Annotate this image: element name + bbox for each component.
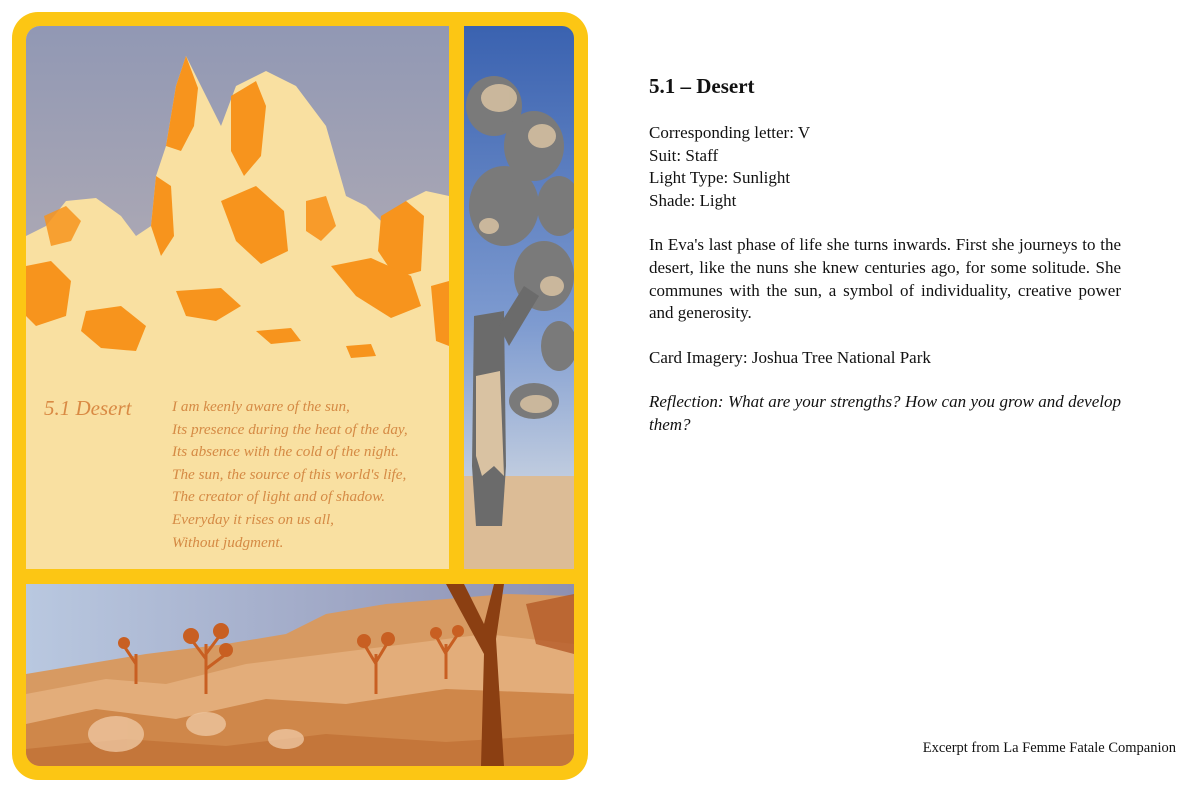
poem: [172, 396, 449, 554]
description-paragraph: In Eva's last phase of life she turns inwards. First she journeys to the desert, like the nuns she knew centuries ago, for some solitude. She communes with the sun, a symbol of individuality, creative power and generosity.: [649, 235, 1121, 323]
card-description: [649, 72, 1121, 437]
attribute-letter: Corresponding letter: V: [649, 123, 811, 142]
poem-line: The sun, the source of this world's life,: [172, 465, 407, 483]
joshua-tree-panel: [464, 26, 574, 569]
desert-landscape-illustration: [26, 584, 574, 766]
attribute-light-type: Light Type: Sunlight: [649, 168, 791, 188]
entry-heading: 5.1 – Desert: [649, 74, 755, 98]
rock-formation-panel: [26, 26, 449, 569]
card-attributes: [649, 122, 1121, 212]
poem-line: I am keenly aware of the sun,: [172, 398, 350, 415]
poem-line: Without judgment.: [172, 533, 284, 551]
footer-credit: Excerpt from La Femme Fatale Companion: [922, 740, 1176, 756]
tarot-card: [12, 12, 588, 780]
card-title: 5.1 Desert: [44, 396, 132, 420]
attribute-suit: Suit: Staff: [649, 145, 719, 165]
poem-line: Its presence during the heat of the day,: [172, 420, 408, 438]
joshua-tree-illustration: [464, 26, 574, 569]
poem-line: Its absence with the cold of the night.: [172, 443, 399, 461]
desert-landscape-panel: [26, 584, 574, 766]
imagery-line: Card Imagery: Joshua Tree National Park: [649, 347, 931, 367]
poem-line: Everyday it rises on us all,: [172, 510, 334, 528]
attribute-shade: Shade: Light: [649, 190, 737, 210]
reflection-line: Reflection: What are your strengths? How can you grow and develop them?: [649, 392, 1121, 434]
poem-line: The creator of light and of shadow.: [172, 488, 386, 506]
